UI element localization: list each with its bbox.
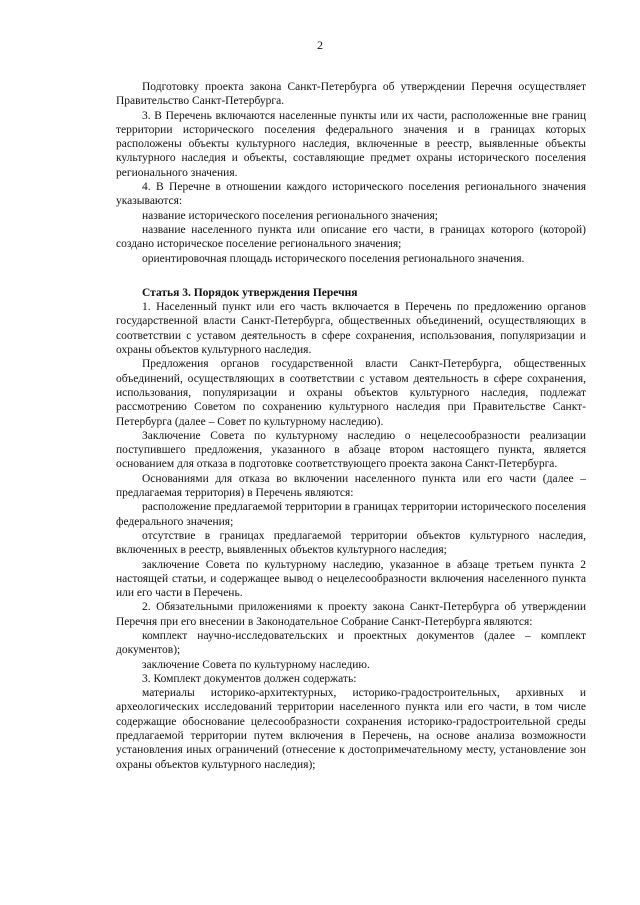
paragraph: заключение Совета по культурному наследию. <box>142 658 370 671</box>
paragraph: Предложения органов государственной власти Санкт-Петербурга, общественных объединений, осуществляющих в соответствии с уставом деятельность в сфере сохранения, использования, популяризации и охраны объектов культурного наследия, подлежат рассмотрению Советом по сохранению культурного наследия при Правительстве Санкт-Петербурга (далее – Совет по культурному наследию). <box>116 358 586 428</box>
paragraph: отсутствие в границах предлагаемой территории объектов культурного наследия, включенных в реестр, выявленных объектов культурного наследия; <box>116 529 586 557</box>
paragraph: название исторического поселения регионального значения; <box>142 209 439 222</box>
paragraph: Подготовку проекта закона Санкт-Петербурга об утверждении Перечня осуществляет Правительство Санкт-Петербурга. <box>116 81 586 108</box>
paragraph: Основаниями для отказа во включении населенного пункта или его части (далее – предлагаемая территория) в Перечень являются: <box>116 472 586 500</box>
paragraph: 3. Комплект документов должен содержать: <box>142 672 357 685</box>
paragraph: ориентировочная площадь исторического поселения регионального значения. <box>142 252 525 265</box>
paragraph: заключение Совета по культурному наследию, указанное в абзаце третьем пункта 2 настоящей статьи, и содержащее вывод о нецелесообразности включения населенного пункта или его части в Перечень. <box>116 558 586 600</box>
paragraph: 2. Обязательными приложениями к проекту закона Санкт-Петербурга об утверждении Перечня при его внесении в Законодательное Собрание Санкт-Петербурга являются: <box>116 601 586 628</box>
paragraph: комплект научно-исследовательских и проектных документов (далее – комплект документов); <box>116 629 586 657</box>
paragraph: 4. В Перечне в отношении каждого исторического поселения регионального значения указываются: <box>116 181 586 208</box>
paragraph: Заключение Совета по культурному наследию о нецелесообразности реализации поступившего предложения, указанного в абзаце втором настоящего пункта, является основанием для отказа в подготовке соответствующего проекта закона Санкт-Петербурга. <box>116 429 586 471</box>
paragraph: 1. Населенный пункт или его часть включается в Перечень по предложению органов государственной власти Санкт-Петербурга, общественных объединений, осуществляющих в соответствии с уставом деятельность в сфере сохранения, использования, популяризации и охраны объектов культурного наследия. <box>116 301 586 357</box>
paragraph: расположение предлагаемой территории в границах территории исторического поселения федерального значения; <box>116 501 586 528</box>
document-body <box>116 80 586 772</box>
page-number: 2 <box>317 38 323 52</box>
article-heading: Статья 3. Порядок утверждения Перечня <box>142 286 358 299</box>
paragraph: материалы историко-архитектурных, историко-градостроительных, архивных и археологических исследований территории населенного пункта или его части, в том числе содержащие обоснование целесообразности сохранения историко-градостроительной среды предлагаемой территории путем включения в Перечень, на основе анализа возможности установления иных ограничений (отнесение к достопримечательному месту, установление зон охраны объектов культурного наследия); <box>116 687 586 771</box>
paragraph: название населенного пункта или описание его части, в границах которого (которой) создано историческое поселение регионального значения; <box>116 223 586 251</box>
paragraph: 3. В Перечень включаются населенные пункты или их части, расположенные вне границ территории исторического поселения федерального значения и в границах которых расположены объекты культурного наследия, включенные в реестр, выявленные объекты культурного наследия и объекты, составляющие предмет охраны исторического поселения регионального значения. <box>116 109 586 179</box>
